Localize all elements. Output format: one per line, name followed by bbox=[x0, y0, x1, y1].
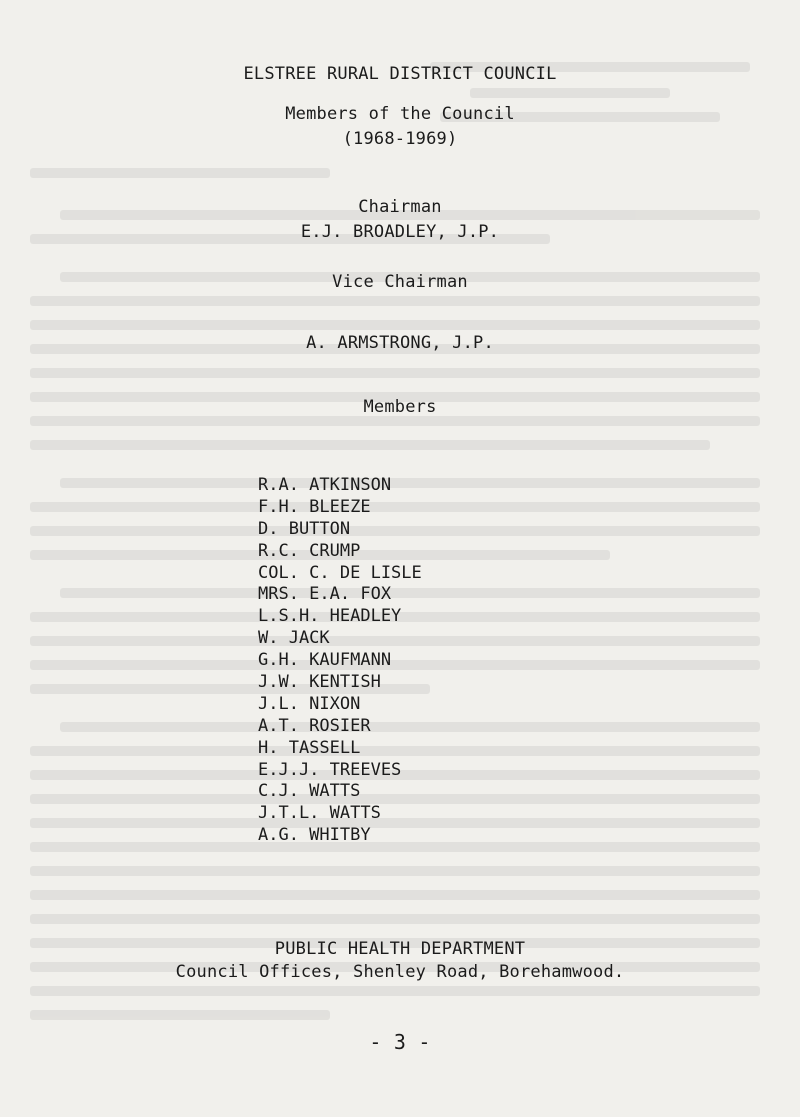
member-name: L.S.H. HEADLEY bbox=[258, 606, 402, 627]
member-name: F.H. BLEEZE bbox=[258, 496, 371, 517]
member-name: A.T. ROSIER bbox=[258, 715, 371, 736]
member-name: D. BUTTON bbox=[258, 518, 351, 539]
member-name: E.J.J. TREEVES bbox=[258, 759, 402, 780]
member-name: J.T.L. WATTS bbox=[258, 803, 381, 824]
chairman-heading: Chairman bbox=[358, 197, 442, 217]
member-name: R.C. CRUMP bbox=[258, 540, 361, 561]
member-name: MRS. E.A. FOX bbox=[258, 584, 392, 605]
member-name: J.W. KENTISH bbox=[258, 672, 381, 693]
council-term-years: (1968-1969) bbox=[342, 129, 458, 149]
member-name: C.J. WATTS bbox=[258, 781, 361, 802]
members-list bbox=[258, 475, 422, 847]
vice-chairman-name: A. ARMSTRONG, J.P. bbox=[306, 333, 494, 353]
council-members-subtitle: Members of the Council bbox=[285, 104, 515, 124]
member-name: R.A. ATKINSON bbox=[258, 475, 392, 495]
council-name-heading: ELSTREE RURAL DISTRICT COUNCIL bbox=[243, 64, 557, 84]
members-heading: Members bbox=[363, 397, 437, 417]
member-name: H. TASSELL bbox=[258, 737, 361, 758]
page-number: - 3 - bbox=[369, 1030, 431, 1054]
chairman-name: E.J. BROADLEY, J.P. bbox=[300, 222, 500, 242]
member-name: W. JACK bbox=[258, 628, 330, 649]
department-name: PUBLIC HEALTH DEPARTMENT bbox=[274, 939, 526, 959]
member-name: J.L. NIXON bbox=[258, 693, 361, 714]
vice-chairman-heading: Vice Chairman bbox=[332, 272, 468, 292]
member-name: G.H. KAUFMANN bbox=[258, 650, 392, 671]
member-name: COL. C. DE LISLE bbox=[258, 562, 422, 583]
department-address: Council Offices, Shenley Road, Borehamwood. bbox=[175, 962, 625, 982]
member-name: A.G. WHITBY bbox=[258, 825, 371, 846]
